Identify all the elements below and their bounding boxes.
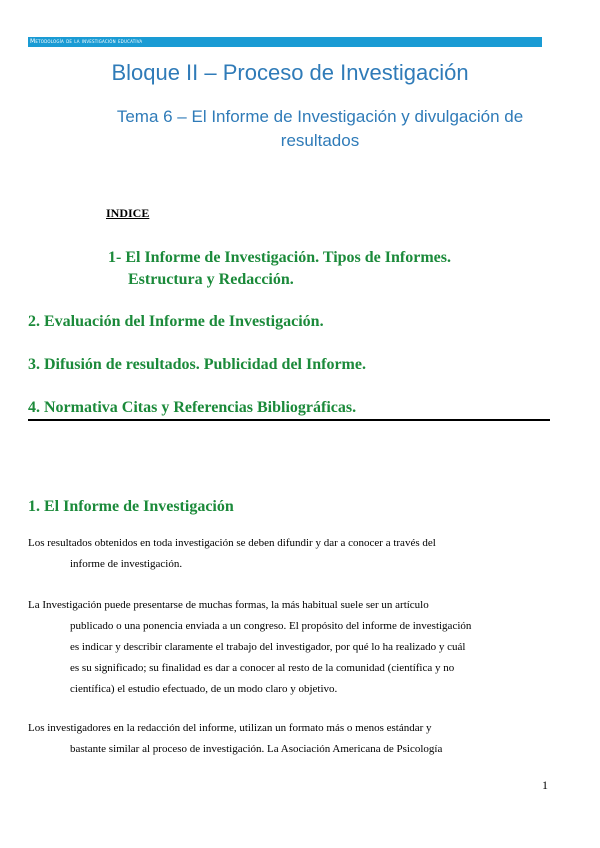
index-heading: INDICE	[106, 206, 150, 220]
page-number: 1	[542, 778, 548, 792]
paragraph-line: científica) el estudio efectuado, de un modo claro y objetivo.	[70, 683, 338, 695]
paragraph-line: es su significado; su finalidad es dar a conocer al resto de la comunidad (científica y no	[70, 662, 455, 674]
section-1-heading: 1. El Informe de Investigación	[28, 498, 234, 515]
paragraph-1	[28, 533, 552, 575]
paragraph-line: Los investigadores en la redacción del informe, utilizan un formato más o menos estándar y	[28, 722, 432, 734]
subtitle-line-1: Tema 6 – El Informe de Investigación y divulgación de	[116, 107, 524, 126]
document-title: Bloque II – Proceso de Investigación	[111, 60, 469, 85]
subtitle-line-2: resultados	[280, 131, 360, 150]
paragraph-line: La Investigación puede presentarse de muchas formas, la más habitual suele ser un artículo	[28, 599, 429, 611]
running-header-bar	[28, 37, 542, 47]
paragraph-line: publicado o una ponencia enviada a un congreso. El propósito del informe de investigación	[70, 620, 472, 632]
paragraph-3	[28, 718, 552, 760]
paragraph-line: Los resultados obtenidos en toda investigación se deben difundir y dar a conocer a través del	[28, 537, 436, 549]
paragraph-line: es indicar y describir claramente el trabajo del investigador, por qué lo ha realizado y cuál	[70, 641, 466, 653]
toc-item-1-line1: 1- El Informe de Investigación. Tipos de Informes.	[108, 249, 451, 266]
toc-item-1	[108, 247, 451, 291]
document-subtitle	[60, 105, 580, 153]
index-divider	[28, 419, 550, 421]
toc-item-1-line2: Estructura y Redacción.	[128, 271, 294, 288]
toc-item-2: 2. Evaluación del Informe de Investigación.	[28, 313, 324, 330]
paragraph-2	[28, 595, 552, 700]
toc-item-4: 4. Normativa Citas y Referencias Bibliográficas.	[28, 399, 357, 416]
running-header-text: Metodología de la investigación educativa	[30, 38, 143, 45]
paragraph-line: bastante similar al proceso de investigación. La Asociación Americana de Psicología	[70, 743, 443, 755]
toc-item-3: 3. Difusión de resultados. Publicidad del Informe.	[28, 356, 366, 373]
paragraph-line: informe de investigación.	[70, 558, 183, 570]
